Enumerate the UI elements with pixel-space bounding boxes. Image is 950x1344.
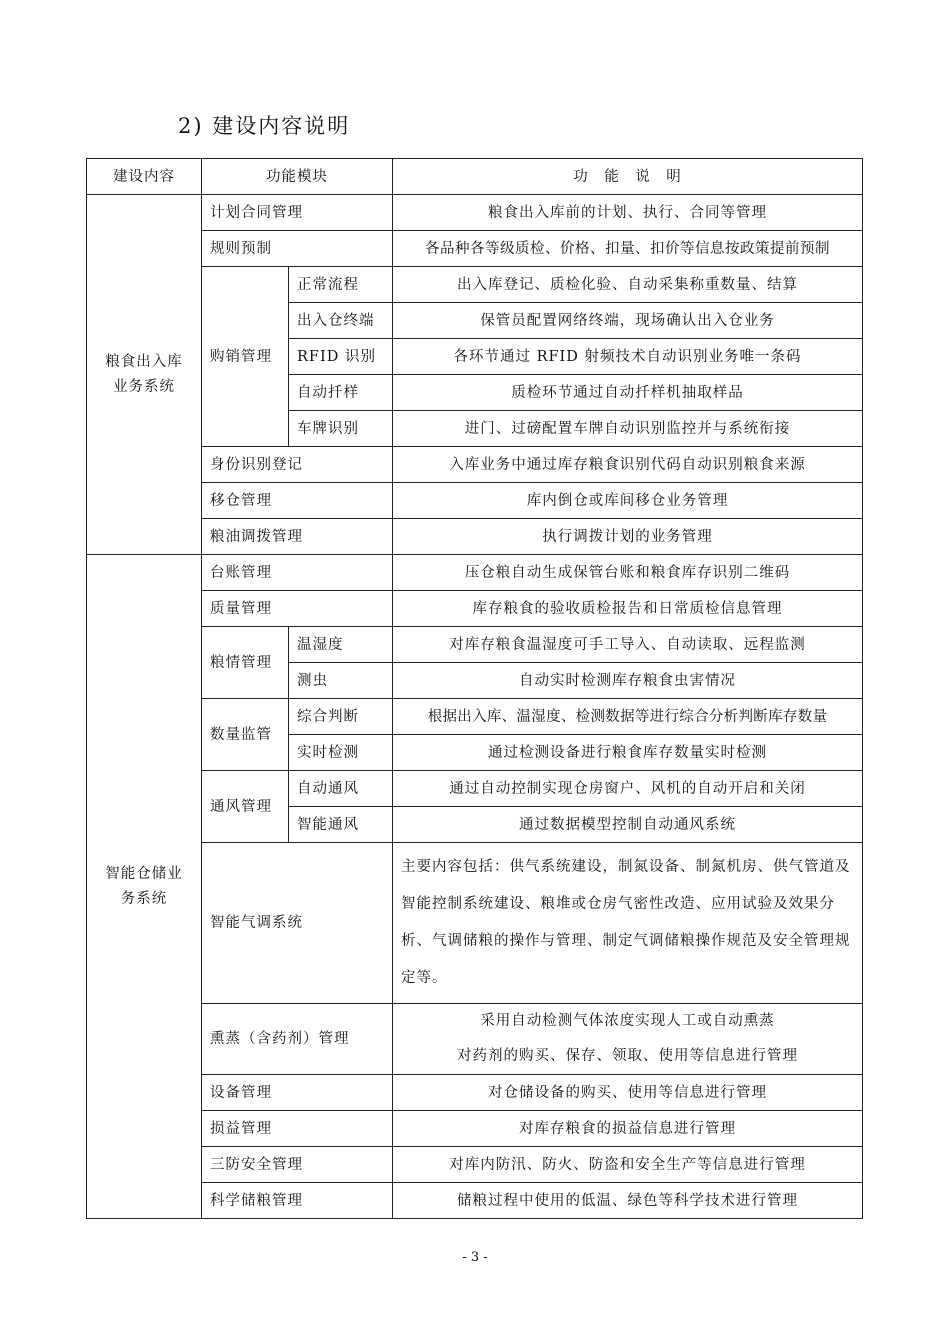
table-row — [87, 519, 863, 555]
module-cell: 计划合同管理 — [202, 195, 393, 231]
submodule-cell: 正常流程 — [289, 267, 393, 303]
submodule-cell: 自动通风 — [289, 771, 393, 807]
table-row — [87, 267, 863, 303]
desc-cell: 库存粮食的验收质检报告和日常质检信息管理 — [393, 591, 863, 627]
module-cell: 三防安全管理 — [202, 1147, 393, 1183]
module-cell: 粮油调拨管理 — [202, 519, 393, 555]
desc-cell: 进门、过磅配置车牌自动识别监控并与系统衔接 — [393, 411, 863, 447]
desc-cell: 根据出入库、温湿度、检测数据等进行综合分析判断库存数量 — [393, 699, 863, 735]
desc-line-1: 采用自动检测气体浓度实现人工或自动熏蒸 — [480, 1013, 775, 1029]
section-heading: 2) 建设内容说明 — [178, 114, 351, 138]
module-cell: 购销管理 — [202, 267, 289, 447]
submodule-cell: 车牌识别 — [289, 411, 393, 447]
desc-cell: 对仓储设备的购买、使用等信息进行管理 — [393, 1075, 863, 1111]
group-smart-storage: 智能仓储业 务系统 — [87, 555, 202, 1219]
desc-cell — [393, 1004, 863, 1075]
table-row — [87, 231, 863, 267]
module-cell: 损益管理 — [202, 1111, 393, 1147]
desc-cell: 通过检测设备进行粮食库存数量实时检测 — [393, 735, 863, 771]
desc-cell: 储粮过程中使用的低温、绿色等科学技术进行管理 — [393, 1183, 863, 1219]
table-row — [87, 591, 863, 627]
submodule-cell: 实时检测 — [289, 735, 393, 771]
table-row — [87, 1183, 863, 1219]
desc-cell: 库内倒仓或库间移仓业务管理 — [393, 483, 863, 519]
table-row — [87, 1111, 863, 1147]
desc-cell: 自动实时检测库存粮食虫害情况 — [393, 663, 863, 699]
submodule-cell: 测虫 — [289, 663, 393, 699]
module-cell: 设备管理 — [202, 1075, 393, 1111]
table-header-row — [87, 159, 863, 195]
page-number: - 3 - — [462, 1250, 488, 1265]
table-row — [87, 1147, 863, 1183]
desc-cell: 粮食出入库前的计划、执行、合同等管理 — [393, 195, 863, 231]
module-cell: 智能气调系统 — [202, 843, 393, 1004]
module-cell: 移仓管理 — [202, 483, 393, 519]
table-row — [87, 1004, 863, 1075]
table-row — [87, 447, 863, 483]
module-cell: 数量监管 — [202, 699, 289, 771]
desc-cell: 压仓粮自动生成保管台账和粮食库存识别二维码 — [393, 555, 863, 591]
desc-cell: 执行调拨计划的业务管理 — [393, 519, 863, 555]
module-cell: 台账管理 — [202, 555, 393, 591]
desc-cell: 出入库登记、质检化验、自动采集称重数量、结算 — [393, 267, 863, 303]
module-cell: 身份识别登记 — [202, 447, 393, 483]
desc-cell: 对库内防汛、防火、防盗和安全生产等信息进行管理 — [393, 1147, 863, 1183]
submodule-cell: 智能通风 — [289, 807, 393, 843]
desc-cell: 对库存粮食温湿度可手工导入、自动读取、远程监测 — [393, 627, 863, 663]
desc-cell: 入库业务中通过库存粮食识别代码自动识别粮食来源 — [393, 447, 863, 483]
group-grain-inout: 粮食出入库 业务系统 — [87, 195, 202, 555]
module-cell: 科学储粮管理 — [202, 1183, 393, 1219]
submodule-cell: 自动扦样 — [289, 375, 393, 411]
desc-cell: 各环节通过 RFID 射频技术自动识别业务唯一条码 — [393, 339, 863, 375]
module-cell: 粮情管理 — [202, 627, 289, 699]
desc-cell: 通过自动控制实现仓房窗户、风机的自动开启和关闭 — [393, 771, 863, 807]
submodule-cell: RFID 识别 — [289, 339, 393, 375]
submodule-cell: 出入仓终端 — [289, 303, 393, 339]
header-construction-content: 建设内容 — [87, 159, 202, 195]
table-row — [87, 627, 863, 663]
submodule-cell: 温湿度 — [289, 627, 393, 663]
construction-content-table — [86, 158, 863, 1219]
desc-cell: 保管员配置网络终端，现场确认出入仓业务 — [393, 303, 863, 339]
desc-cell: 主要内容包括：供气系统建设，制氮设备、制氮机房、供气管道及智能控制系统建设、粮堆或仓房气密性改造、应用试验及效果分析、气调储粮的操作与管理、制定气调储粮操作规范及安全管理规定等。 — [393, 843, 863, 1004]
header-function-description: 功 能 说 明 — [393, 159, 863, 195]
desc-cell: 通过数据模型控制自动通风系统 — [393, 807, 863, 843]
desc-cell: 质检环节通过自动扦样机抽取样品 — [393, 375, 863, 411]
desc-line-2: 对药剂的购买、保存、领取、使用等信息进行管理 — [457, 1048, 798, 1064]
desc-cell: 各品种各等级质检、价格、扣量、扣价等信息按政策提前预制 — [393, 231, 863, 267]
module-cell: 规则预制 — [202, 231, 393, 267]
module-cell: 质量管理 — [202, 591, 393, 627]
desc-cell: 对库存粮食的损益信息进行管理 — [393, 1111, 863, 1147]
table-row — [87, 843, 863, 1004]
table-row — [87, 555, 863, 591]
table-row — [87, 483, 863, 519]
table-row — [87, 195, 863, 231]
submodule-cell: 综合判断 — [289, 699, 393, 735]
table-row — [87, 1075, 863, 1111]
module-cell: 通风管理 — [202, 771, 289, 843]
header-function-module: 功能模块 — [202, 159, 393, 195]
table-row — [87, 771, 863, 807]
module-cell: 熏蒸（含药剂）管理 — [202, 1004, 393, 1075]
table-row — [87, 699, 863, 735]
